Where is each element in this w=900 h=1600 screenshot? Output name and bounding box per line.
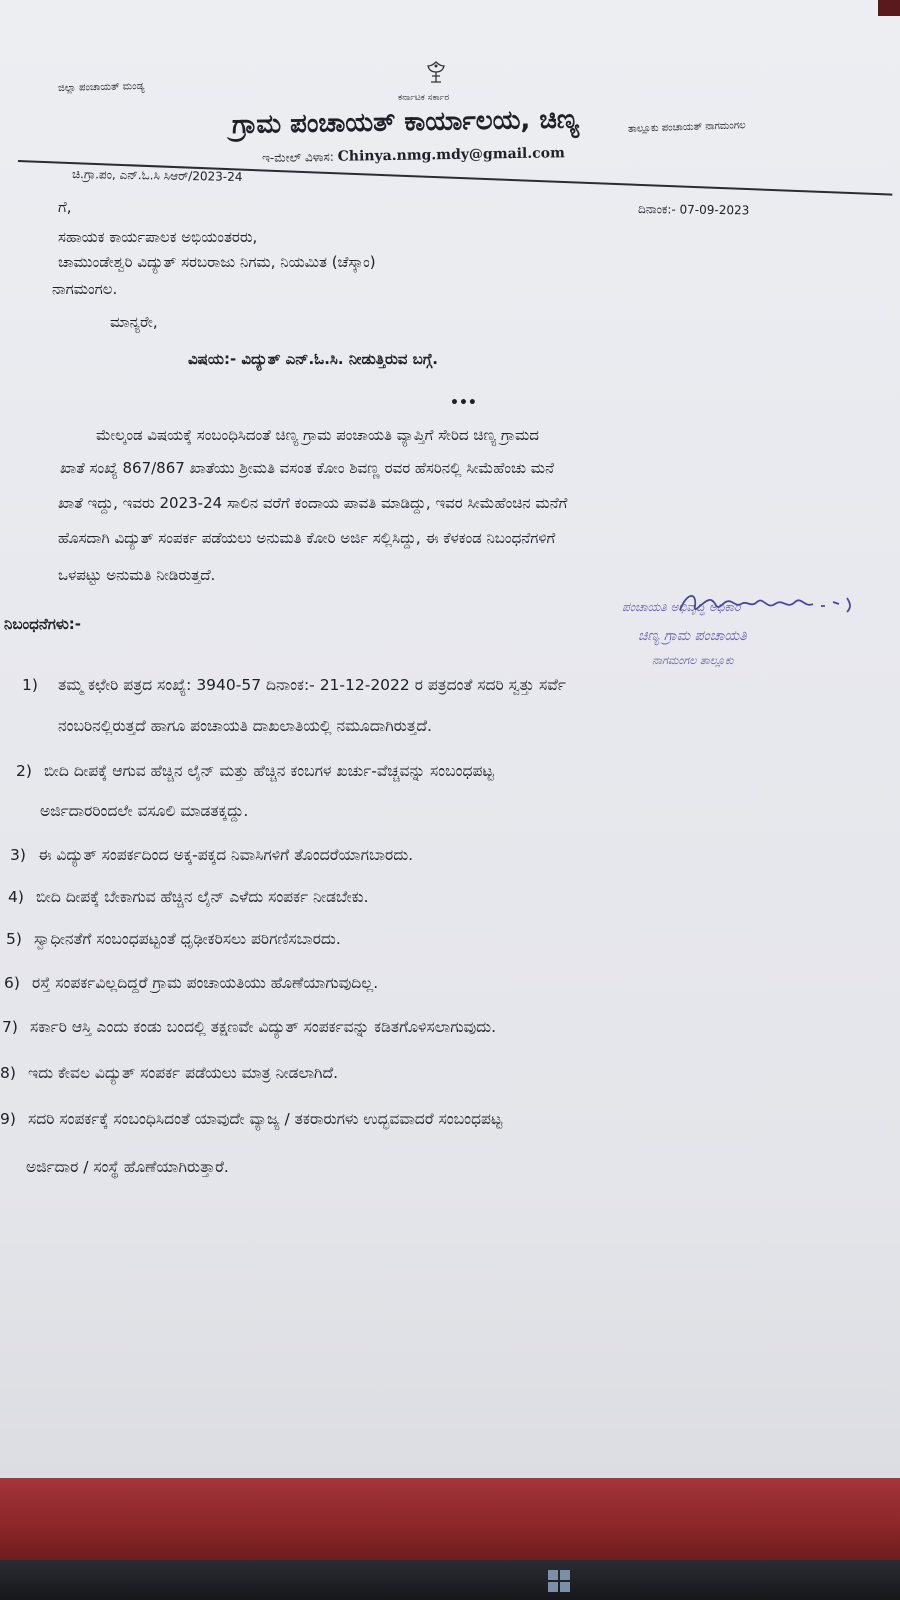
condition-number: 1) <box>22 676 38 694</box>
condition-text: ನಂಬರಿನಲ್ಲಿರುತ್ತದೆ ಹಾಗೂ ಪಂಚಾಯತಿ ದಾಖಲಾತಿಯಲ್ಲಿ ನಮೂದಾಗಿರುತ್ತದೆ. <box>58 717 432 735</box>
karnataka-emblem-icon <box>424 60 448 86</box>
government-label: ಕರ್ನಾಟಕ ಸರ್ಕಾರ <box>398 93 450 103</box>
stamp-panchayat: ಚಿಣ್ಯ ಗ್ರಾಮ ಪಂಚಾಯತಿ <box>638 628 747 644</box>
condition-number: 5) <box>6 930 22 948</box>
condition-number: 8) <box>0 1064 16 1082</box>
condition-number: 7) <box>2 1018 18 1036</box>
recipient-organization: ಚಾಮುಂಡೇಶ್ವರಿ ವಿದ್ಯುತ್ ಸರಬರಾಜು ನಿಗಮ, ನಿಯಮಿತ (ಚೆಸ್ಕಾಂ) <box>58 253 376 271</box>
district-panchayat-label: ಜಿಲ್ಲಾ ಪಂಚಾಯತ್ ಮಂಡ್ಯ <box>57 80 145 95</box>
condition-text: ಈ ವಿದ್ಯುತ್ ಸಂಪರ್ಕದಿಂದ ಅಕ್ಕ-ಪಕ್ಕದ ನಿವಾಸಿಗಳಿಗೆ ತೊಂದರೆಯಾಗಬಾರದು. <box>38 846 414 864</box>
paragraph-line: ಹೊಸದಾಗಿ ವಿದ್ಯುತ್ ಸಂಪರ್ಕ ಪಡೆಯಲು ಅನುಮತಿ ಕೋರಿ ಅರ್ಜಿ ಸಲ್ಲಿಸಿದ್ದು, ಈ ಕೆಳಕಂಡ ನಿಬಂಧನೆಗಳಿಗೆ <box>58 529 556 547</box>
condition-number: 2) <box>16 762 32 780</box>
condition-text: ಇದು ಕೇವಲ ವಿದ್ಯುತ್ ಸಂಪರ್ಕ ಪಡೆಯಲು ಮಾತ್ರ ನೀಡಲಾಗಿದೆ. <box>28 1064 339 1082</box>
condition-text: ಸರ್ಕಾರಿ ಆಸ್ತಿ ಎಂದು ಕಂಡು ಬಂದಲ್ಲಿ ತಕ್ಷಣವೇ ವಿದ್ಯುತ್ ಸಂಪರ್ಕವನ್ನು ಕಡಿತಗೊಳಿಸಲಾಗುವುದು. <box>30 1018 497 1036</box>
taluk-panchayat-label: ತಾಲ್ಲೂಕು ಪಂಚಾಯತ್ ನಾಗಮಂಗಲ <box>627 120 746 135</box>
condition-text: ಸ್ವಾಧೀನತೆಗೆ ಸಂಬಂಧಪಟ್ಟಂತೆ ಧೃಢೀಕರಿಸಲು ಪರಿಗಣಿಸಬಾರದು. <box>34 930 341 948</box>
condition-text: ಅರ್ಜಿದಾರರಿಂದಲೇ ವಸೂಲಿ ಮಾಡತಕ್ಕದ್ದು. <box>40 802 249 820</box>
letter-date: ದಿನಾಂಕ:- 07-09-2023 <box>637 202 750 218</box>
condition-number: 3) <box>10 846 26 864</box>
paragraph-line: ಮೇಲ್ಕಂಡ ವಿಷಯಕ್ಕೆ ಸಂಬಂಧಿಸಿದಂತೆ ಚಿಣ್ಯ ಗ್ರಾಮ ಪಂಚಾಯತಿ ವ್ಯಾಪ್ತಿಗೆ ಸೇರಿದ ಚಿಣ್ಯ ಗ್ರಾಮದ <box>96 426 539 444</box>
greeting: ಮಾನ್ಯರೇ, <box>110 313 158 331</box>
laptop-keyboard <box>0 1560 900 1600</box>
subject-line: ವಿಷಯ:- ವಿದ್ಯುತ್ ಎನ್.ಓ.ಸಿ. ನೀಡುತ್ತಿರುವ ಬಗ್ಗೆ. <box>188 350 439 368</box>
email-line <box>262 145 565 166</box>
condition-number: 4) <box>8 888 24 906</box>
stamp-taluk: ನಾಗಮಂಗಲ ತಾಲ್ಲೂಕು <box>652 654 734 667</box>
desk-surface <box>0 1478 900 1560</box>
condition-number: 9) <box>0 1110 16 1128</box>
paragraph-line: ಖಾತೆ ಸಂಖ್ಯೆ 867/867 ಖಾತೆಯು ಶ್ರೀಮತಿ ವಸಂತ ಕೋಂ ಶಿವಣ್ಣ ರವರ ಹೆಸರಿನಲ್ಲಿ ಸೀಮೆಹೆಂಚು ಮನೆ <box>60 459 555 477</box>
condition-text: ಅರ್ಜಿದಾರ / ಸಂಸ್ಥೆ ಹೊಣೆಯಾಗಿರುತ್ತಾರೆ. <box>26 1158 229 1176</box>
condition-text: ಸದರಿ ಸಂಪರ್ಕಕ್ಕೆ ಸಂಬಂಧಿಸಿದಂತೆ ಯಾವುದೇ ವ್ಯಾಜ್ಯ / ತಕರಾರುಗಳು ಉದ್ಭವವಾದರೆ ಸಂಬಂಧಪಟ್ಟ <box>28 1110 503 1128</box>
reference-number: ಚಿ.ಗ್ರಾ.ಪಂ, ಎನ್.ಓ.ಸಿ ಸಿಆರ್/2023-24 <box>71 167 243 184</box>
signature-icon <box>675 588 865 618</box>
stamp-designation: ಪಂಚಾಯತಿ ಅಭಿವೃದ್ಧಿ ಅಧಿಕಾರಿ <box>622 600 741 614</box>
office-title: ಗ್ರಾಮ ಪಂಚಾಯತ್ ಕಾರ್ಯಾಲಯ, ಚಿಣ್ಯ <box>231 104 580 140</box>
photo-edge <box>878 0 900 16</box>
to-label: ಗೆ, <box>58 198 72 216</box>
paragraph-line: ಒಳಪಟ್ಟು ಅನುಮತಿ ನೀಡಿರುತ್ತದೆ. <box>58 566 216 584</box>
condition-number: 6) <box>4 974 20 992</box>
recipient-place: ನಾಗಮಂಗಲ. <box>52 280 118 298</box>
condition-text: ರಸ್ತೆ ಸಂಪರ್ಕವಿಲ್ಲದಿದ್ದರೆ ಗ್ರಾಮ ಪಂಚಾಯತಿಯು ಹೊಣೆಯಾಗುವುದಿಲ್ಲ. <box>32 974 379 992</box>
windows-key-icon <box>548 1570 570 1592</box>
paragraph-line: ಖಾತೆ ಇದ್ದು, ಇವರು 2023-24 ಸಾಲಿನ ವರೆಗೆ ಕಂದಾಯ ಪಾವತಿ ಮಾಡಿದ್ದು, ಇವರ ಸೀಮೆಹೆಂಚಿನ ಮನೆಗೆ <box>58 494 568 512</box>
condition-text: ತಮ್ಮ ಕಛೇರಿ ಪತ್ರದ ಸಂಖ್ಯೆ: 3940-57 ದಿನಾಂಕ:- 21-12-2022 ರ ಪತ್ರದಂತೆ ಸದರಿ ಸ್ವತ್ತು ಸರ್ವೆ <box>58 676 566 694</box>
condition-text: ಬೀದಿ ದೀಪಕ್ಕೆ ಆಗುವ ಹೆಚ್ಚಿನ ಲೈನ್ ಮತ್ತು ಹೆಚ್ಚಿನ ಕಂಬಗಳ ಖರ್ಚು-ವೆಚ್ಚವನ್ನು ಸಂಬಂಧಪಟ್ಟ <box>44 762 494 780</box>
separator-dots: ••• <box>450 395 477 411</box>
recipient-designation: ಸಹಾಯಕ ಕಾರ್ಯಪಾಲಕ ಅಭಿಯಂತರರು, <box>58 228 258 246</box>
conditions-heading: ನಿಬಂಧನೆಗಳು:- <box>4 615 82 633</box>
email-label: ಇ-ಮೇಲ್ ವಿಳಾಸ: <box>261 149 334 165</box>
email-address[interactable]: Chinya.nmg.mdy@gmail.com <box>337 145 565 165</box>
condition-text: ಬೀದಿ ದೀಪಕ್ಕೆ ಬೇಕಾಗುವ ಹೆಚ್ಚಿನ ಲೈನ್ ಎಳೆದು ಸಂಪರ್ಕ ನೀಡಬೇಕು. <box>36 888 369 906</box>
